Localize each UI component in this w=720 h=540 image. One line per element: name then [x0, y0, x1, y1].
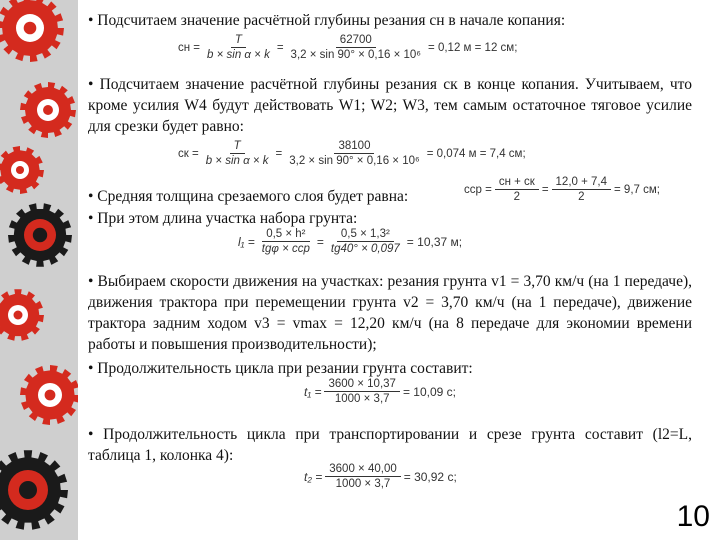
page-number: 10	[676, 500, 710, 533]
formula-equals: =	[276, 41, 284, 54]
paragraph-speeds: • Выбираем скорости движения на участках: резания грунта v1 = 3,70 км/ч (на 1 передаче), движения трактора при перемещении грунта v2 = 3,70 км/ч (на 1 передаче), движение трактора задним ходом v3 = vmax = 12,20 км/ч (на 8 передаче для экономии времени работы и повышения производительности);	[88, 273, 692, 353]
formula-end-depth	[178, 140, 526, 167]
formula-lhs: t₁ =	[304, 384, 322, 399]
formula-denominator: tg40° × 0,097	[330, 243, 400, 255]
slide-content	[82, 0, 694, 540]
gear-decoration-icon	[0, 0, 78, 540]
formula-denominator: 3,2 × sin 90° × 0,16 × 10⁶	[290, 49, 422, 61]
formula-cycle-transport	[304, 463, 457, 490]
formula-denominator: 3,2 × sin 90° × 0,16 × 10⁶	[289, 155, 420, 167]
formula-lhs: cн =	[178, 41, 201, 54]
formula-result: = 9,7 см;	[614, 183, 660, 196]
decorative-sidebar	[0, 0, 78, 540]
formula-equals: =	[316, 234, 324, 249]
formula-denominator: 1000 × 3,7	[334, 393, 390, 405]
formula-denominator: 2	[578, 191, 585, 203]
formula-numerator: cн + cк	[495, 176, 539, 190]
formula-result: = 0,074 м = 7,4 см;	[426, 147, 526, 160]
formula-numerator: 38100	[334, 140, 374, 154]
formula-numerator: 12,0 + 7,4	[552, 176, 611, 190]
formula-numerator: 0,5 × h²	[262, 228, 309, 242]
formula-denominator: 1000 × 3,7	[335, 478, 391, 490]
formula-numerator: 3600 × 10,37	[324, 378, 399, 392]
formula-equals: =	[541, 183, 549, 196]
formula-equals: =	[275, 147, 283, 160]
paragraph-avg-thickness: • Средняя толщина срезаемого слоя будет равна:	[88, 188, 409, 205]
formula-denominator: tgφ × cср	[261, 243, 310, 255]
formula-cycle-cutting	[304, 378, 456, 405]
formula-lhs: t₂ =	[304, 469, 323, 484]
formula-start-depth	[178, 34, 517, 61]
paragraph-section-length: • При этом длина участка набора грунта:	[88, 210, 358, 227]
formula-result: = 30,92 с;	[403, 469, 457, 484]
paragraph-end-depth: • Подсчитаем значение расчётной глубины резания cк в конце копания. Учитываем, что кроме усилия W4 будут действовать W1; W2; W3, тем самым остаточное тяговое усилие для срезки будет равно:	[88, 76, 692, 135]
formula-result: = 10,09 с;	[402, 384, 456, 399]
paragraph-cycle-cutting: • Продолжительность цикла при резании грунта составит:	[88, 360, 473, 377]
formula-denominator: 2	[513, 191, 521, 203]
formula-numerator: T	[230, 140, 245, 154]
formula-result: = 10,37 м;	[406, 234, 463, 249]
paragraph-cycle-transport: • Продолжительность цикла при транспортировании и срезе грунта составит (l2=L, таблица 1, колонка 4):	[88, 426, 692, 464]
formula-lhs: cк =	[178, 147, 199, 160]
formula-numerator: T	[231, 34, 246, 48]
formula-avg-thickness	[464, 176, 660, 203]
formula-numerator: 0,5 × 1,3²	[337, 228, 394, 242]
formula-denominator: b × sin α × k	[207, 49, 270, 61]
formula-denominator: b × sin α × k	[205, 155, 269, 167]
formula-numerator: 62700	[336, 34, 376, 48]
formula-numerator: 3600 × 40,00	[325, 463, 400, 477]
formula-lhs: cср =	[464, 183, 492, 196]
formula-result: = 0,12 м = 12 см;	[428, 41, 518, 54]
formula-lhs: l₁ =	[238, 234, 255, 249]
paragraph-start-depth: • Подсчитаем значение расчётной глубины резания cн в начале копания:	[88, 12, 566, 29]
formula-section-length	[238, 228, 462, 255]
